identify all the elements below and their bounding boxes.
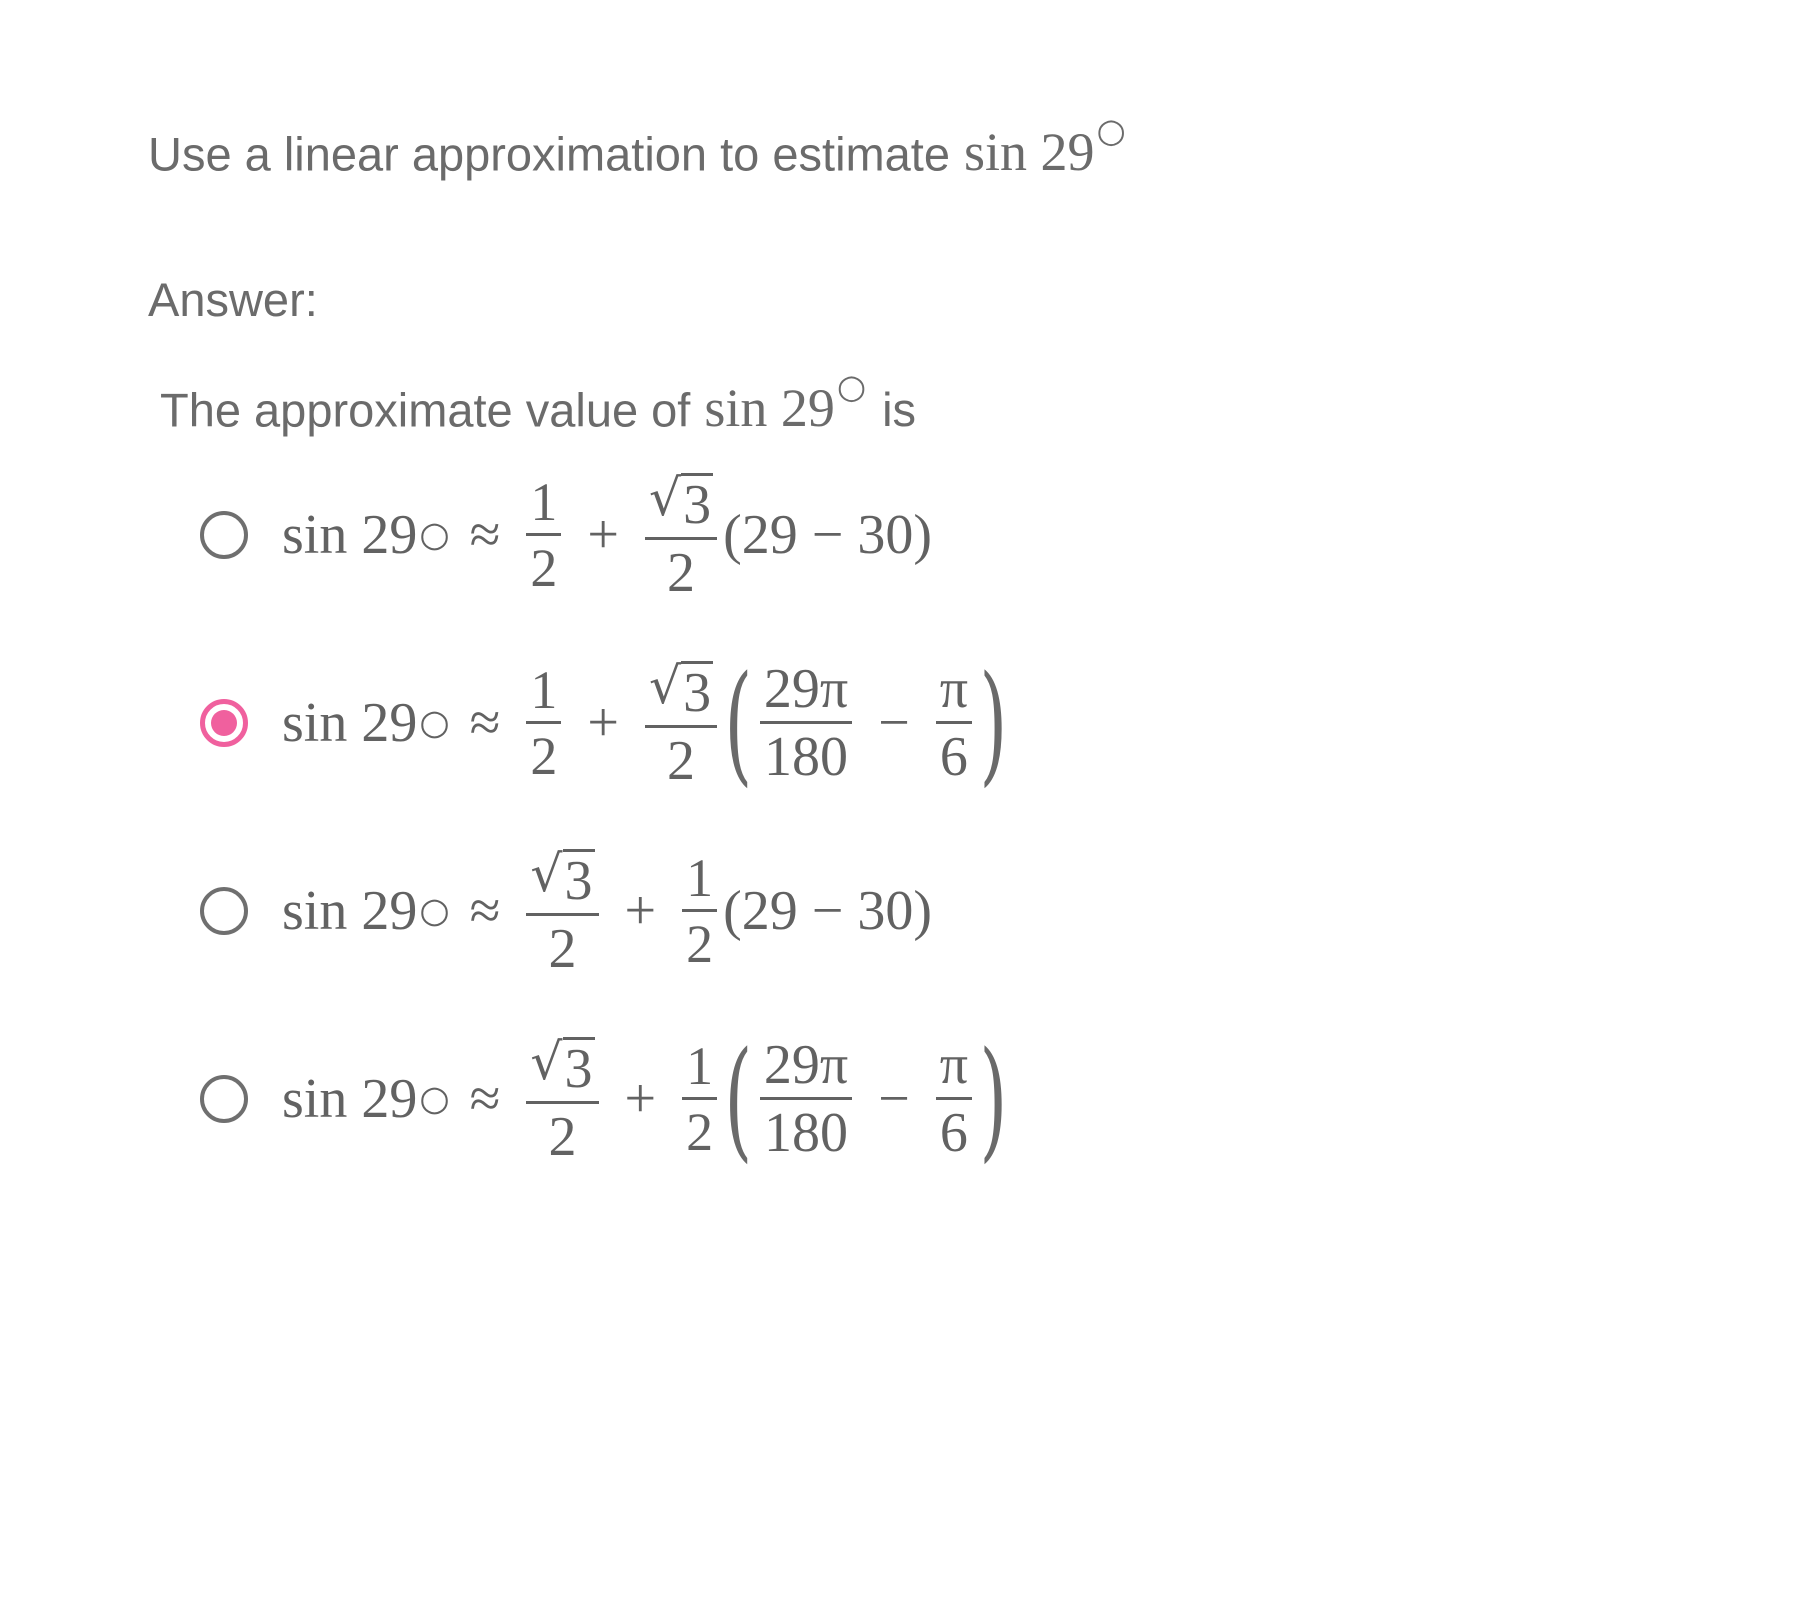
option-3-radio[interactable] — [200, 887, 248, 935]
fraction: $\frac{\pi}{6}$ — [936, 1036, 972, 1163]
question-math: sin 29○ — [964, 111, 1126, 183]
option-3-formula: sin 29 ○ ≈ √ 3 2 + $\frac{1}{2}$ (29 − 30) — [282, 843, 932, 980]
fraction: $\frac{1}{2}$ — [682, 1038, 717, 1160]
answer-option-1[interactable] — [200, 467, 932, 604]
option-2-radio[interactable] — [200, 699, 248, 747]
answer-intro-math: sin 29○ — [704, 367, 867, 439]
fraction: $\frac{1}{2}$ — [526, 474, 561, 596]
fraction: √ 3 2 — [645, 656, 717, 791]
answer-intro: The approximate value of sin 29○ is — [160, 367, 917, 439]
fraction: $\frac{1}{2}$ — [526, 662, 561, 784]
fraction: $\frac{29\pi}{180}$ — [760, 660, 852, 787]
option-1-radio[interactable] — [200, 511, 248, 559]
answer-label: Answer: — [148, 273, 318, 326]
fraction: √ 3 2 — [526, 844, 598, 979]
question-text — [148, 96, 1126, 189]
answer-option-2[interactable] — [200, 647, 1009, 799]
answer-option-4[interactable] — [200, 1023, 1009, 1175]
fraction: $\frac{29\pi}{180}$ — [760, 1036, 852, 1163]
option-2-formula: sin 29 ○ ≈ $\frac{1}{2}$ + √ 3 2 ( $\frac{29\pi}{180}$ − $\frac{\pi}{6}$ ) — [282, 647, 1008, 799]
option-1-formula: sin 29 ○ ≈ $\frac{1}{2}$ + √ 3 2 (29 − 30) — [282, 467, 932, 604]
answer-option-3[interactable] — [200, 843, 932, 980]
option-4-radio[interactable] — [200, 1075, 248, 1123]
question-prompt: Use a linear approximation to estimate — [148, 127, 951, 181]
fraction: √ 3 2 — [526, 1032, 598, 1167]
fraction: √ 3 2 — [645, 468, 717, 603]
fraction: $\frac{\pi}{6}$ — [936, 660, 972, 787]
option-4-formula: sin 29 ○ ≈ √ 3 2 + $\frac{1}{2}$ ( $\frac{29\pi}{180}$ − $\frac{\pi}{6}$ ) — [282, 1023, 1008, 1175]
fraction: $\frac{1}{2}$ — [682, 850, 717, 972]
